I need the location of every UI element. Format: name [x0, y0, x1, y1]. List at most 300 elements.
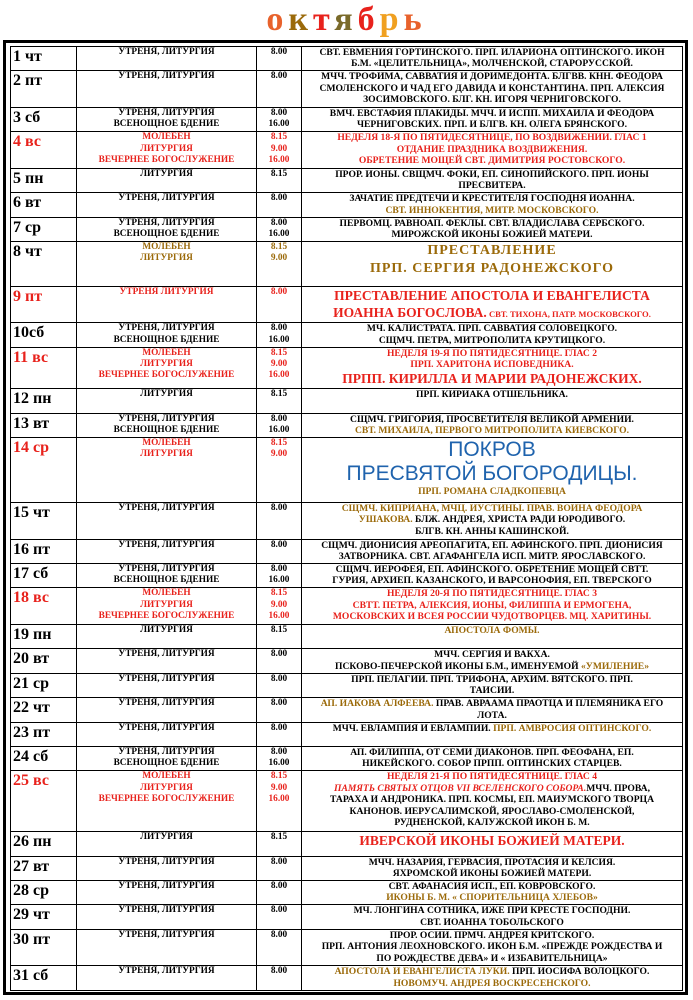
times-cell	[257, 168, 302, 192]
times-cell	[257, 347, 302, 388]
service-name: МОЛЕБЕН	[142, 132, 191, 143]
services-cell	[77, 502, 257, 539]
service-name: УТРЕНЯ, ЛИТУРГИЯ	[118, 71, 215, 82]
service-name: ЛИТУРГИЯ	[140, 599, 193, 610]
calendar-row	[11, 47, 683, 71]
times-cell	[257, 193, 302, 217]
service-time: 8.00	[270, 673, 288, 684]
day-cell: 18 вс	[11, 588, 77, 625]
day-cell: 14 ср	[11, 437, 77, 502]
service-time: 8.00	[270, 722, 288, 733]
service-time: 9.00	[270, 253, 288, 264]
events-cell	[302, 966, 683, 991]
event-text: ГУРИЯ, АРХИЕП. КАЗАНСКОГО, И ВАРСОНОФИЯ, ЕП. ТВЕРСКОГО	[332, 575, 652, 587]
service-time: 8.15	[270, 168, 288, 179]
day-cell: 5 пн	[11, 168, 77, 192]
event-text: АПОСТОЛА И ЕВАНГЕЛИСТА ЛУКИ.	[334, 966, 510, 978]
times-cell	[257, 746, 302, 770]
event-text: СВТ. ЕВМЕНИЯ ГОРТИНСКОГО. ПРП. ИЛАРИОНА ОПТИНСКОГО. ИКОН	[319, 47, 665, 58]
day-cell: 24 сб	[11, 746, 77, 770]
event-line	[304, 71, 680, 82]
event-line	[304, 953, 680, 964]
event-line	[304, 335, 680, 346]
times-cell	[257, 673, 302, 697]
service-name: УТРЕНЯ, ЛИТУРГИЯ	[118, 563, 215, 574]
event-text: ПРАВ. АВРААМА ПРАОТЦА И ПЛЕМЯНИКА ЕГО	[433, 698, 664, 710]
service-name: МОЛЕБЕН	[142, 347, 191, 358]
service-name: ВЕЧЕРНЕЕ БОГОСЛУЖЕНИЕ	[98, 155, 235, 165]
event-line	[304, 132, 680, 143]
event-text: ПРП. ИОСИФА ВОЛОЦКОГО.	[509, 966, 650, 978]
events-cell	[302, 437, 683, 502]
service-time: 8.15	[270, 389, 288, 400]
event-text: ПЕРВОМЦ. РАВНОАП. ФЕКЛЫ. СВТ. ВЛАДИСЛАВА СЕРБСКОГО.	[339, 217, 645, 229]
services-cell	[77, 929, 257, 966]
event-line	[304, 551, 680, 562]
service-name: УТРЕНЯ, ЛИТУРГИЯ	[118, 673, 215, 684]
month-title-letter: к	[288, 1, 313, 38]
services-cell	[77, 539, 257, 563]
day-cell: 1 чт	[11, 47, 77, 71]
event-text: СМОЛЕНСКОГО И ЧАД ЕГО ДАВИДА И КОНСТАНТИНА. ПРП. АЛЕКСИЯ	[319, 82, 665, 94]
event-line	[304, 747, 680, 758]
event-text: ЗАЧАТИЕ ПРЕДТЕЧИ И КРЕСТИТЕЛЯ ГОСПОДНЯ ИОАННА.	[349, 193, 635, 205]
events-cell	[302, 905, 683, 929]
service-time: 8.15	[270, 241, 288, 252]
event-line	[304, 857, 680, 868]
day-cell: 22 чт	[11, 698, 77, 722]
service-name: УТРЕНЯ, ЛИТУРГИЯ	[118, 856, 215, 867]
event-line	[304, 649, 680, 660]
service-time: 8.00	[270, 563, 288, 574]
event-line	[304, 359, 680, 370]
event-text: ИВЕРСКОЙ ИКОНЫ БОЖИЕЙ МАТЕРИ.	[359, 833, 625, 849]
event-line	[304, 588, 680, 599]
service-name: УТРЕНЯ, ЛИТУРГИЯ	[118, 217, 215, 228]
service-time: 8.15	[270, 588, 288, 599]
service-name: УТРЕНЯ ЛИТУРГИЯ	[119, 286, 214, 297]
events-cell	[302, 389, 683, 413]
services-cell	[77, 746, 257, 770]
event-text: ЯХРОМСКОЙ ИКОНЫ БОЖИЕЙ МАТЕРИ.	[392, 868, 592, 880]
service-name: ЛИТУРГИЯ	[140, 782, 193, 793]
services-cell	[77, 722, 257, 746]
month-title-letter: т	[313, 1, 335, 38]
calendar-row	[11, 832, 683, 856]
event-text: ТАИСИИ.	[469, 685, 515, 697]
event-text: Б.М. «ЦЕЛИТЕЛЬНИЦА», МОЛЧЕНСКОЙ, СТАРОРУССКОЙ.	[351, 58, 633, 70]
event-text: ПРП. ПЕЛАГИИ. ПРП. ТРИФОНА, АРХИМ. ВЯТСКОГО. ПРП.	[351, 673, 633, 685]
event-text: ПРЕСВЯТОЙ БОГОРОДИЦЫ.	[346, 461, 638, 485]
event-line	[304, 611, 680, 622]
event-line	[304, 323, 680, 334]
times-cell	[257, 107, 302, 131]
events-cell	[302, 698, 683, 722]
calendar-row	[11, 881, 683, 905]
event-line	[304, 881, 680, 892]
services-cell	[77, 624, 257, 648]
events-cell	[302, 771, 683, 832]
services-cell	[77, 132, 257, 169]
times-cell	[257, 881, 302, 905]
event-line	[304, 941, 680, 952]
times-cell	[257, 624, 302, 648]
event-text: ПРОР. ОСИИ. ПРМЧ. АНДРЕЯ КРИТСКОГО.	[389, 929, 595, 941]
event-text: АПОСТОЛА ФОМЫ.	[444, 624, 540, 636]
event-line	[304, 438, 680, 462]
events-cell	[302, 347, 683, 388]
event-line	[304, 218, 680, 229]
service-name: УТРЕНЯ, ЛИТУРГИЯ	[118, 966, 215, 977]
service-time: 9.00	[270, 449, 288, 460]
events-cell	[302, 746, 683, 770]
service-time: 8.00	[270, 881, 288, 892]
event-text: ЧЕРНИГОВСКИХ. ПРП. И БЛГВ. КН. ОЛЕГА БРЯНСКОГО.	[356, 119, 628, 131]
times-cell	[257, 966, 302, 991]
times-cell	[257, 649, 302, 673]
event-line	[304, 575, 680, 586]
event-text: ПРП. КИРИАКА ОТШЕЛЬНИКА.	[416, 389, 568, 401]
event-text: ЗОСИМОВСКОГО. БЛГ. КН. ИГОРЯ ЧЕРНИГОВСКОГО.	[363, 94, 621, 106]
day-cell: 15 чт	[11, 502, 77, 539]
event-line	[304, 868, 680, 879]
event-line	[304, 83, 680, 94]
event-text: БЛГВ. КН. АННЫ КАШИНСКОЙ.	[415, 525, 569, 537]
event-text: ПРП. РОМАНА СЛАДКОПЕВЦА	[418, 485, 566, 497]
calendar-table	[10, 46, 683, 991]
service-time: 8.00	[270, 966, 288, 977]
calendar-row	[11, 588, 683, 625]
calendar-row	[11, 856, 683, 880]
events-cell	[302, 624, 683, 648]
day-cell: 11 вс	[11, 347, 77, 388]
calendar-row	[11, 217, 683, 241]
event-line	[304, 180, 680, 191]
times-cell	[257, 71, 302, 108]
service-time: 8.15	[270, 347, 288, 358]
event-line	[304, 661, 680, 672]
event-line	[304, 229, 680, 240]
service-name: ЛИТУРГИЯ	[140, 389, 193, 400]
event-line	[304, 205, 680, 216]
services-cell	[77, 217, 257, 241]
service-time: 8.00	[270, 929, 288, 940]
times-cell	[257, 502, 302, 539]
service-name: УТРЕНЯ, ЛИТУРГИЯ	[118, 746, 215, 757]
event-text: СВТ. ИННОКЕНТИЯ, МИТР. МОСКОВСКОГО.	[385, 204, 599, 216]
event-text: НЕДЕЛЯ 18-Я ПО ПЯТИДЕСЯТНИЦЕ, ПО ВОЗДВИЖЕНИИ. ГЛАС 1	[337, 132, 647, 144]
service-name: ЛИТУРГИЯ	[140, 253, 193, 264]
event-text: НЕДЕЛЯ 19-Я ПО ПЯТИДЕСЯТНИЦЕ. ГЛАС 2	[386, 347, 598, 359]
day-cell: 17 сб	[11, 563, 77, 587]
event-line	[304, 486, 680, 497]
event-text: СЩМЧ. ИЕРОФЕЯ, ЕП. АФИНСКОГО. ОБРЕТЕНИЕ МОЩЕЙ СВТТ.	[335, 563, 649, 575]
day-cell: 3 сб	[11, 107, 77, 131]
services-cell	[77, 437, 257, 502]
event-line	[304, 600, 680, 611]
services-cell	[77, 241, 257, 286]
events-cell	[302, 132, 683, 169]
event-text: ТАРАХА И АНДРОНИКА. ПРП. КОСМЫ, ЕП. МАИУМСКОГО ТВОРЦА	[329, 794, 654, 806]
services-cell	[77, 71, 257, 108]
event-text: СЩМЧ. ДИОНИСИЯ АРЕОПАГИТА, ЕП. АФИНСКОГО. ПРП. ДИОНИСИЯ	[321, 539, 663, 551]
events-cell	[302, 563, 683, 587]
day-cell: 30 пт	[11, 929, 77, 966]
event-text: МЧЧ. НАЗАРИЯ, ГЕРВАСИЯ, ПРОТАСИЯ И КЕЛСИЯ.	[368, 856, 616, 868]
event-text: ПРОР. ИОНЫ. СВЩМЧ. ФОКИ, ЕП. СИНОПИЙСКОГО. ПРП. ИОНЫ	[335, 168, 649, 180]
service-name: ВЕЧЕРНЕЕ БОГОСЛУЖЕНИЕ	[98, 794, 235, 805]
calendar-row	[11, 539, 683, 563]
month-title-letter: б	[357, 1, 380, 38]
event-text: МЧ. КАЛИСТРАТА. ПРП. САВВАТИЯ СОЛОВЕЦКОГО.	[366, 323, 618, 335]
event-text: ПОКРОВ	[448, 437, 536, 461]
calendar-row	[11, 771, 683, 832]
services-cell	[77, 389, 257, 413]
times-cell	[257, 771, 302, 832]
service-name: ЛИТУРГИЯ	[140, 168, 193, 179]
calendar-row	[11, 168, 683, 192]
event-line	[304, 540, 680, 551]
service-name: УТРЕНЯ, ЛИТУРГИЯ	[118, 323, 215, 334]
day-cell: 31 сб	[11, 966, 77, 991]
service-time: 8.15	[270, 771, 288, 782]
event-text: МЧ. ЛОНГИНА СОТНИКА, ИЖЕ ПРИ КРЕСТЕ ГОСПОДНИ.	[353, 905, 631, 917]
times-cell	[257, 47, 302, 71]
services-cell	[77, 347, 257, 388]
services-cell	[77, 413, 257, 437]
service-name: ЛИТУРГИЯ	[140, 449, 193, 460]
service-name: ВСЕНОЩНОЕ БДЕНИЕ	[113, 228, 220, 239]
times-cell	[257, 929, 302, 966]
event-text: ПСКОВО-ПЕЧЕРСКОЙ ИКОНЫ Б.М., ИМЕНУЕМОЙ	[334, 660, 579, 672]
service-name: УТРЕНЯ, ЛИТУРГИЯ	[118, 502, 215, 513]
times-cell	[257, 588, 302, 625]
event-line	[304, 526, 680, 537]
calendar-row	[11, 437, 683, 502]
event-line	[304, 966, 680, 977]
events-cell	[302, 107, 683, 131]
month-title-letter: я	[334, 1, 358, 38]
day-cell: 29 чт	[11, 905, 77, 929]
calendar-row	[11, 649, 683, 673]
service-name: УТРЕНЯ, ЛИТУРГИЯ	[118, 107, 215, 118]
event-line	[304, 758, 680, 769]
events-cell	[302, 832, 683, 856]
event-text: МЧЧ. СЕРГИЯ И ВАКХА.	[434, 649, 550, 661]
event-text: БЛЖ. АНДРЕЯ, ХРИСТА РАДИ ЮРОДИВОГО.	[412, 514, 626, 526]
event-line	[304, 503, 680, 514]
event-text: ИКОНЫ Б. М. « СПОРИТЕЛЬНИЦА ХЛЕБОВ»	[386, 892, 598, 904]
event-line	[304, 155, 680, 166]
day-cell: 28 ср	[11, 881, 77, 905]
calendar-row	[11, 673, 683, 697]
times-cell	[257, 905, 302, 929]
times-cell	[257, 563, 302, 587]
times-cell	[257, 722, 302, 746]
event-line	[304, 193, 680, 204]
service-name: ВЕЧЕРНЕЕ БОГОСЛУЖЕНИЕ	[98, 611, 235, 622]
service-name: УТРЕНЯ, ЛИТУРГИЯ	[118, 698, 215, 709]
service-name: УТРЕНЯ, ЛИТУРГИЯ	[118, 905, 215, 916]
service-time: 16.00	[268, 575, 290, 586]
service-name: ВСЕНОЩНОЕ БДЕНИЕ	[113, 758, 220, 769]
times-cell	[257, 413, 302, 437]
events-cell	[302, 929, 683, 966]
times-cell	[257, 241, 302, 286]
service-time: 8.00	[270, 71, 288, 82]
event-text: НЕДЕЛЯ 20-Я ПО ПЯТИДЕСЯТНИЦЕ. ГЛАС 3	[386, 588, 598, 600]
event-line	[304, 892, 680, 903]
service-time: 8.00	[270, 323, 288, 334]
event-text: ЛОТА.	[477, 709, 507, 721]
event-line	[304, 783, 680, 794]
event-line	[304, 514, 680, 525]
service-name: УТРЕНЯ, ЛИТУРГИЯ	[118, 47, 215, 57]
event-text: МИРОЖСКОЙ ИКОНЫ БОЖИЕЙ МАТЕРИ.	[391, 228, 593, 240]
event-text: СЩМЧ. ПЕТРА, МИТРОПОЛИТА КРУТИЦКОГО.	[378, 334, 606, 346]
event-text: ПРП. СЕРГИЯ РАДОНЕЖСКОГО	[369, 260, 615, 276]
event-line	[304, 917, 680, 928]
services-cell	[77, 323, 257, 347]
event-line	[304, 414, 680, 425]
event-line	[304, 348, 680, 359]
event-text: СВТ. МИХАИЛА, ПЕРВОГО МИТРОПОЛИТА КИЕВСКОГО.	[355, 424, 629, 436]
service-time: 16.00	[268, 424, 290, 435]
event-line	[304, 806, 680, 817]
events-cell	[302, 71, 683, 108]
service-time: 8.15	[270, 437, 288, 448]
services-cell	[77, 563, 257, 587]
event-line	[304, 58, 680, 69]
service-time: 9.00	[270, 143, 288, 154]
times-cell	[257, 698, 302, 722]
services-cell	[77, 286, 257, 323]
day-cell: 9 пт	[11, 286, 77, 323]
service-name: ЛИТУРГИЯ	[140, 359, 193, 370]
event-text: ИОАННА БОГОСЛОВА.	[333, 304, 487, 320]
times-cell	[257, 132, 302, 169]
service-name: УТРЕНЯ, ЛИТУРГИЯ	[118, 193, 215, 204]
event-text: КАНОНОВ. ИЕРУСАЛИМСКОЙ, ЯРОСЛАВО-СМОЛЕНСКОЙ,	[349, 805, 635, 817]
service-time: 8.00	[270, 193, 288, 204]
event-text: «УМИЛЕНИЕ»	[578, 660, 649, 672]
day-cell: 19 пн	[11, 624, 77, 648]
event-line	[304, 108, 680, 119]
calendar-row	[11, 323, 683, 347]
services-cell	[77, 905, 257, 929]
services-cell	[77, 168, 257, 192]
times-cell	[257, 832, 302, 856]
event-line	[304, 425, 680, 436]
events-cell	[302, 502, 683, 539]
event-text: ВМЧ. ЕВСТАФИЯ ПЛАКИДЫ. МЧЧ. И ИСПП. МИХАИЛА И ФЕОДОРА	[329, 107, 655, 119]
services-cell	[77, 649, 257, 673]
event-line	[304, 47, 680, 58]
service-name: МОЛЕБЕН	[142, 588, 191, 599]
services-cell	[77, 673, 257, 697]
service-time: 8.00	[270, 47, 288, 57]
event-line	[304, 242, 680, 260]
events-cell	[302, 722, 683, 746]
event-text: АП. ФИЛИППА, ОТ СЕМИ ДИАКОНОВ. ПРП. ФЕОФАНА, ЕП.	[350, 746, 634, 758]
service-time: 16.00	[268, 611, 290, 622]
services-cell	[77, 47, 257, 71]
service-time: 8.00	[270, 905, 288, 916]
service-time: 9.00	[270, 599, 288, 610]
month-title-letter: р	[379, 1, 404, 38]
event-text: РУДНЕНСКОЙ, КАЛУЖСКОЙ ИКОН Б. М.	[394, 816, 590, 828]
service-name: ЛИТУРГИЯ	[140, 624, 193, 635]
event-line	[304, 771, 680, 782]
event-line	[304, 169, 680, 180]
service-time: 8.00	[270, 698, 288, 709]
calendar-row	[11, 389, 683, 413]
events-cell	[302, 881, 683, 905]
event-line	[304, 674, 680, 685]
day-cell: 26 пн	[11, 832, 77, 856]
events-cell	[302, 241, 683, 286]
services-cell	[77, 698, 257, 722]
events-cell	[302, 286, 683, 323]
events-cell	[302, 856, 683, 880]
event-text: МЧЧ. ПРОВА,	[586, 782, 651, 794]
event-line	[304, 94, 680, 105]
event-text: ПО РОЖДЕСТВЕ ДЕВА» И « ИЗБАВИТЕЛЬНИЦА»	[376, 952, 608, 964]
service-name: ЛИТУРГИЯ	[140, 143, 193, 154]
day-cell: 2 пт	[11, 71, 77, 108]
event-text: ПРЕСТАВЛЕНИЕ	[427, 242, 557, 258]
times-cell	[257, 389, 302, 413]
services-cell	[77, 107, 257, 131]
event-text: НИКЕЙСКОГО. СОБОР ПРПП. ОПТИНСКИХ СТАРЦЕВ.	[362, 758, 622, 770]
service-name: ЛИТУРГИЯ	[140, 832, 193, 843]
day-cell: 12 пн	[11, 389, 77, 413]
event-text: МЧЧ. ЕВЛАМПИЯ И ЕВЛАМПИИ.	[332, 722, 494, 734]
month-title	[0, 0, 693, 40]
event-line	[304, 930, 680, 941]
event-line	[304, 370, 680, 387]
calendar-row	[11, 905, 683, 929]
calendar-row	[11, 347, 683, 388]
service-name: УТРЕНЯ, ЛИТУРГИЯ	[118, 881, 215, 892]
service-name: МОЛЕБЕН	[142, 437, 191, 448]
event-text: СВТ. ТИХОНА, ПАТР. МОСКОВСКОГО.	[486, 308, 651, 319]
event-text: ОТДАНИЕ ПРАЗДНИКА ВОЗДВИЖЕНИЯ.	[396, 143, 588, 155]
event-line	[304, 564, 680, 575]
event-text: УШАКОВА.	[358, 514, 413, 526]
service-time: 8.00	[270, 746, 288, 757]
event-text: НЕДЕЛЯ 21-Я ПО ПЯТИДЕСЯТНИЦЕ. ГЛАС 4	[386, 771, 598, 783]
service-time: 8.00	[270, 217, 288, 228]
service-name: ВЕЧЕРНЕЕ БОГОСЛУЖЕНИЕ	[98, 370, 235, 381]
event-text: АП. ИАКОВА АЛФЕЕВА.	[320, 698, 434, 710]
events-cell	[302, 47, 683, 71]
service-name: МОЛЕБЕН	[142, 241, 191, 252]
calendar-row	[11, 966, 683, 991]
service-time: 8.00	[270, 649, 288, 660]
calendar-row	[11, 624, 683, 648]
month-title-letter: о	[266, 1, 289, 38]
service-time: 16.00	[268, 758, 290, 769]
event-line	[304, 794, 680, 805]
event-text: МЧЧ. ТРОФИМА, САВВАТИЯ И ДОРИМЕДОНТА. БЛГВВ. КНН. ФЕОДОРА	[321, 71, 663, 83]
times-cell	[257, 437, 302, 502]
calendar-row	[11, 722, 683, 746]
events-cell	[302, 649, 683, 673]
day-cell: 16 пт	[11, 539, 77, 563]
event-text: ПРП. АМВРОСИЯ ОПТИНСКОГО.	[493, 722, 652, 734]
day-cell: 23 пт	[11, 722, 77, 746]
